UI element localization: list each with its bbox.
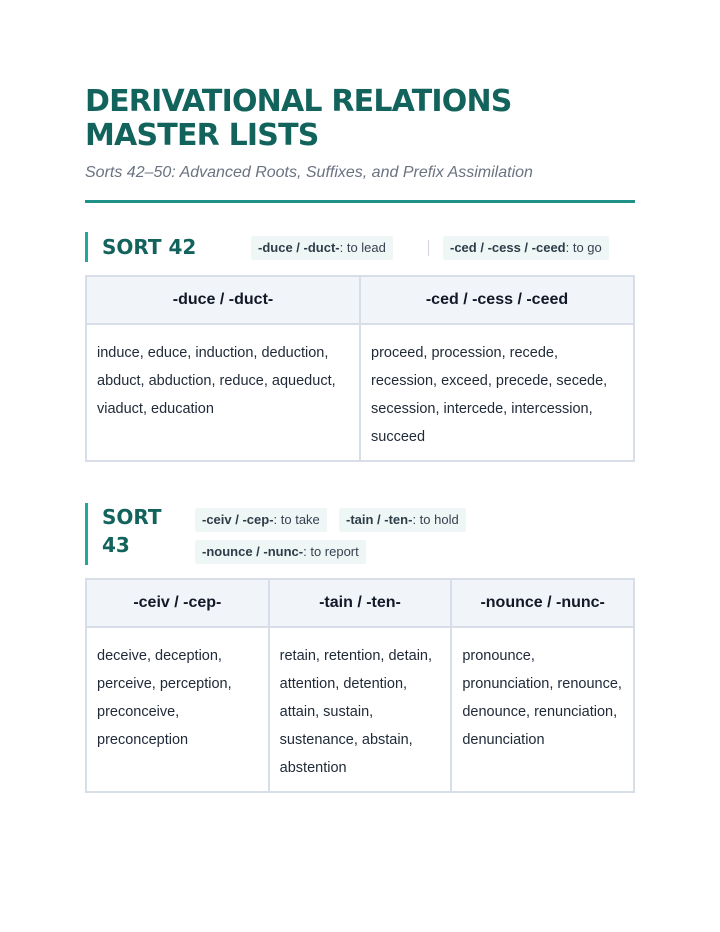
column-header: -tain / -ten- [269, 579, 452, 627]
table-header-row [86, 579, 634, 627]
tag-meaning: : to take [273, 512, 320, 527]
sort-43-table [85, 578, 635, 793]
word-list-cell: proceed, procession, recede, recession, exceed, precede, secede, secession, intercede, intercession, succeed [360, 324, 634, 461]
column-header: -ceiv / -cep- [86, 579, 269, 627]
sort-43-title [102, 503, 162, 559]
sort-43-title-line-2: 43 [102, 533, 130, 557]
tag-meaning: : to hold [412, 512, 459, 527]
title-divider [85, 200, 635, 203]
sort-43-tag-nounce [195, 540, 366, 564]
sort-42-table [85, 275, 635, 462]
column-header: -duce / -duct- [86, 276, 360, 324]
page-title [85, 85, 635, 153]
column-header: -nounce / -nunc- [451, 579, 634, 627]
sort-43-accent-bar [85, 503, 88, 565]
tag-meaning: : to report [303, 544, 359, 559]
word-list-cell: retain, retention, detain, attention, detention, attain, sustain, sustenance, abstain, abstention [269, 627, 452, 792]
tag-root: -tain / -ten- [346, 512, 413, 527]
table-row [86, 324, 634, 461]
page-subtitle: Sorts 42–50: Advanced Roots, Suffixes, and Prefix Assimilation [85, 164, 533, 181]
sort-42-tag-duce [251, 236, 393, 260]
sort-43-title-line-1: SORT [102, 505, 162, 529]
title-line-1: DERIVATIONAL RELATIONS [85, 84, 512, 119]
tag-meaning: : to go [565, 240, 602, 255]
sort-42-tag-ced [443, 236, 609, 260]
word-list-cell: induce, educe, induction, deduction, abduct, abduction, reduce, aqueduct, viaduct, education [86, 324, 360, 461]
tag-root: -ceiv / -cep- [202, 512, 274, 527]
tag-root: -ced / -cess / -ceed [450, 240, 566, 255]
column-header: -ced / -cess / -ceed [360, 276, 634, 324]
word-list-cell: pronounce, pronunciation, renounce, denounce, renunciation, denunciation [451, 627, 634, 792]
tag-root: -nounce / -nunc- [202, 544, 304, 559]
tag-root: -duce / -duct- [258, 240, 340, 255]
sort-42-title: SORT 42 [102, 235, 197, 259]
tag-meaning: : to lead [339, 240, 386, 255]
table-header-row [86, 276, 634, 324]
sort-43-tag-ceiv [195, 508, 327, 532]
table-row [86, 627, 634, 792]
word-list-cell: deceive, deception, perceive, perception, preconceive, preconception [86, 627, 269, 792]
sort-42-accent-bar [85, 232, 88, 262]
sort-43-tag-tain [339, 508, 466, 532]
tag-separator [428, 240, 429, 256]
sort-42-header [85, 232, 635, 262]
sort-43-header [85, 503, 635, 565]
title-line-2: MASTER LISTS [85, 118, 319, 153]
